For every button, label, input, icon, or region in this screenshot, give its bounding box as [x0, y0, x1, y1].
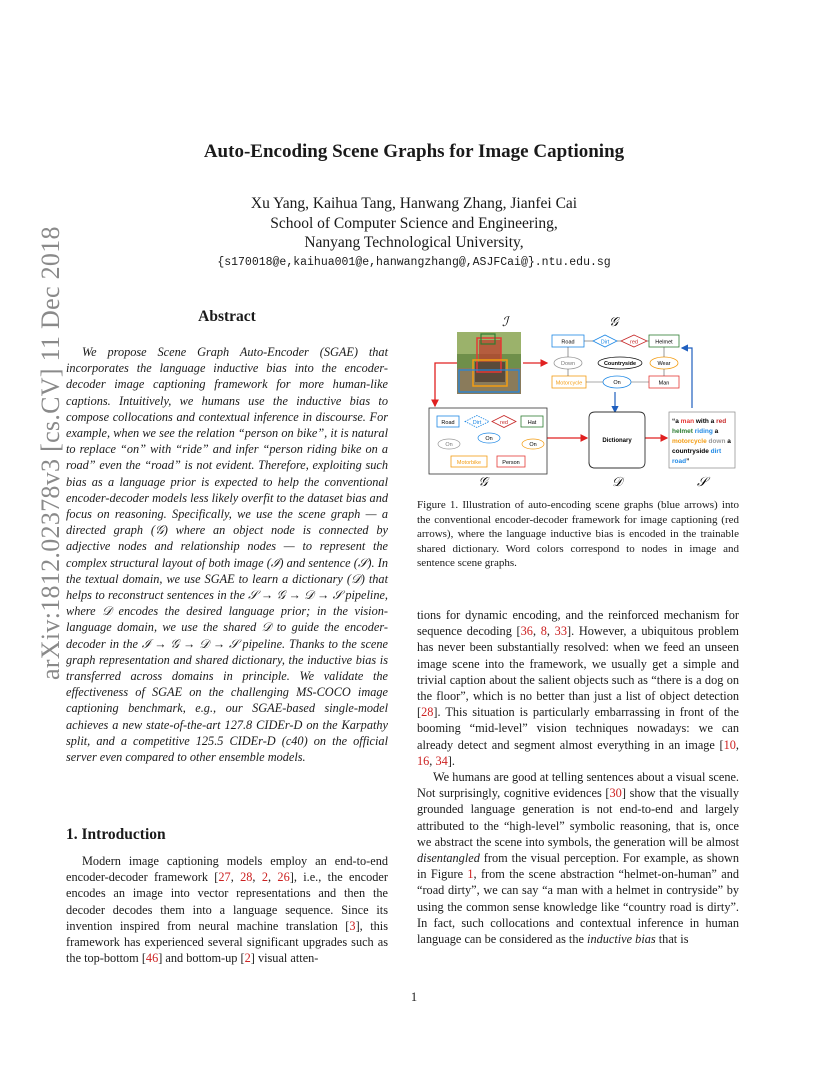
node-dirt: Dirt	[600, 339, 610, 346]
text-run: , from the scene abstraction “helmet-on-human” and “road dirty”, we can say “a man with a helmet in contryside” by using the common sense knowledge like “country road is dirty”. In fact, such collocations and contextual inference in human language can be considered as the	[417, 867, 739, 947]
label-graph-top-symbol: 𝒢	[609, 315, 619, 330]
figure-1	[417, 308, 739, 488]
svg-text:“a man with a red	[672, 418, 726, 425]
top-scene-graph	[552, 335, 679, 388]
node-red: red	[500, 420, 508, 426]
citation-link[interactable]: 10	[723, 737, 736, 752]
citation-link[interactable]: 2	[244, 951, 251, 966]
word: “a	[672, 418, 681, 425]
affiliation-school: School of Computer Science and Engineering,	[270, 214, 558, 232]
text-run: We humans are good at telling sentences about a visual scene. Not surprisingly, cognitive evidences [	[417, 770, 739, 801]
word: a	[712, 428, 719, 435]
abstract-body	[66, 344, 388, 765]
text-run: ], this framework has experienced several significant upgrades such as the top-bottom [	[66, 918, 389, 966]
word-riding: riding	[692, 428, 713, 435]
word-down: down	[706, 438, 726, 445]
paragraph: tions for dynamic encoding, and the reinforced mechanism for sequence decoding [36, 8, 33]. However, a ubiquitous problem has never been substantially resolved: when we feed an unseen image scene into the framework, we usually get a simple and trivial caption about the salient objects such as “there is a dog on the floor”, which is no better than just a list of object detection [28]. This situation is particularly embarrassing in front of the booming “mid-level” vision techniques nowadays: we can already detect and segment almost everything in an image [10, 16, 34].	[417, 608, 739, 768]
node-down: Down	[560, 361, 576, 367]
text-run: ], i.e., the encoder encodes an image into vector representations and then the decoder decodes them into a language sequence. Since its invention inspired from neural machine translation [	[66, 870, 388, 933]
node-dirt: Dirt	[472, 420, 482, 426]
node-on: On	[529, 442, 537, 448]
text-run: Modern image captioning models employ an end-to-end encoder-decoder framework [	[66, 854, 388, 885]
text-run: ]. This situation is particularly embarrassing in front of the booming “mid-level” vision techniques nowadays: we can already detect and segment almost everything in an image [	[417, 705, 739, 752]
author-emails: {s170018@e,kaihua001@e,hanwangzhang@,ASJFCai@}.ntu.edu.sg	[217, 256, 611, 269]
citation-link[interactable]: 33	[554, 624, 567, 639]
right-column-text	[417, 607, 739, 947]
word: ”	[686, 458, 690, 465]
dictionary-icon	[589, 412, 645, 468]
citation-link[interactable]: 34	[435, 753, 448, 768]
svg-text:road”	[672, 458, 689, 465]
citation-link[interactable]: 27	[218, 870, 231, 885]
dictionary-label: Dictionary	[602, 438, 632, 444]
word-red: red	[716, 418, 727, 425]
figure-caption: Figure 1. Illustration of auto-encoding scene graphs (blue arrows) into the conventional encoder-decoder framework for image captioning (red arrows), where the language inductive bias is encoded in the trainable shared dictionary. Word colors correspond to nodes in image and sentence scene graphs.	[417, 499, 739, 570]
intro-paragraph: Modern image captioning models employ an end-to-end encoder-decoder framework [27, 28, 2, 26], i.e., the encoder encodes an image into vector representations and then the decoder decodes them into a language sequence. Since its invention inspired from neural machine translation [3], this framework has experienced several significant upgrades such as the top-bottom [46] and bottom-up [2] visual atten-	[66, 854, 389, 966]
text-run: ] and bottom-up [	[158, 951, 245, 966]
word-road: road	[672, 458, 687, 465]
node-red: red	[630, 339, 638, 346]
text-run: from the visual perception. For example, as shown in Figure	[417, 851, 739, 882]
svg-text:motorcycle down a	[672, 438, 731, 445]
citation-link[interactable]: 16	[417, 753, 430, 768]
author-block	[0, 194, 828, 253]
label-dictionary-symbol: 𝒟	[611, 475, 623, 488]
citation-link[interactable]: 28	[240, 870, 253, 885]
citation-link[interactable]: 46	[145, 951, 159, 966]
node-road: Road	[561, 339, 575, 346]
figure-reference-link[interactable]: 1	[467, 867, 474, 882]
word-man: man	[680, 418, 695, 425]
word: with a	[694, 418, 717, 425]
node-on: On	[445, 442, 453, 448]
node-on: On	[485, 436, 493, 442]
node-motorbike: Motorbike	[456, 460, 482, 466]
page-number: 1	[410, 990, 418, 1004]
figure-1-diagram	[417, 308, 739, 488]
citation-link[interactable]: 28	[421, 705, 434, 720]
affiliation-university: Nanyang Technological University,	[304, 234, 524, 251]
text-run: ].	[447, 753, 455, 768]
text-run: tions for dynamic encoding, and the reinforced mechanism for sequence decoding [	[417, 608, 739, 639]
svg-text:countryside dirt	[672, 448, 722, 455]
text-run: that is	[655, 932, 689, 947]
label-sentence-symbol: 𝒮	[696, 475, 708, 488]
citation-link[interactable]: 36	[520, 624, 533, 639]
node-road: Road	[441, 420, 455, 426]
text-run: ]. However, a ubiquitous problem has never been substantially resolved: when we feed an unseen image scene into the framework, we usually get a simple and trivial caption about the salient objects such as “there is a dog on the floor”, which is no better than just a list of object detection [	[417, 624, 739, 720]
arxiv-stamp: arXiv:1812.02378v3 [cs.CV] 11 Dec 2018	[36, 226, 65, 680]
node-on: On	[613, 380, 621, 386]
node-motorcycle: Motorcycle	[555, 380, 583, 387]
paragraph	[417, 769, 739, 947]
word-motorcycle: motorcycle	[672, 438, 707, 445]
node-helmet: Helmet	[655, 339, 673, 346]
scene-photo	[457, 332, 521, 394]
word-helmet: helmet	[672, 428, 693, 435]
text-run: ] visual atten-	[250, 951, 319, 966]
node-wear: Wear	[657, 361, 671, 367]
author-list: Xu Yang, Kaihua Tang, Hanwang Zhang, Jianfei Cai	[250, 195, 578, 212]
abstract-heading: Abstract	[198, 308, 256, 325]
citation-link[interactable]: 30	[609, 786, 622, 801]
paper-title: Auto-Encoding Scene Graphs for Image Captioning	[203, 141, 625, 162]
citation-link[interactable]: 2	[261, 870, 268, 885]
node-man: Man	[658, 380, 670, 387]
word-countryside: countryside	[672, 448, 709, 455]
node-hat: Hat	[527, 420, 537, 426]
word-dirt: dirt	[708, 448, 722, 455]
svg-text:helmet riding a	[672, 428, 719, 435]
emphasis: disentangled	[417, 851, 480, 866]
sentence-box	[669, 412, 735, 468]
citation-link[interactable]: 8	[540, 624, 547, 639]
citation-link[interactable]: 3	[349, 918, 356, 933]
word: a	[725, 438, 731, 445]
citation-link[interactable]: 26	[277, 870, 290, 885]
section-heading-introduction: 1. Introduction	[66, 826, 166, 843]
left-scene-graph	[429, 408, 547, 474]
text-run: ] show that the visually grounded language generation is not end-to-end and largely attributed to the “high-level” symbolic reasoning, that is, once we abstract the scene into symbols, the generation will be almost	[417, 786, 739, 849]
label-graph-bottom-symbol: 𝒢	[478, 475, 488, 488]
node-countryside: Countryside	[603, 361, 637, 367]
emphasis: inductive bias	[587, 932, 656, 947]
node-person: Person	[502, 460, 520, 466]
label-image-symbol: ℐ	[502, 315, 509, 330]
abstract-text: We propose Scene Graph Auto-Encoder (SGAE) that incorporates the language inductive bias into the encoder-decoder image captioning framework for more human-like captions. Intuitively, we humans use the inductive bias to compose collocations and contextual inference in discourse. For example, when we see the relation “person on bike”, it is natural to replace “on” with “ride” and infer “person riding bike on a road” even the “road” is not evident. Therefore, exploiting such bias as a language prior is expected to help the conventional encoder-decoder models less likely overfit to the dataset bias and focus on reasoning. Specifically, we use the scene graph — a directed graph (𝒢) where an object node is connected by adjective nodes and relationship nodes — to represent the complex structural layout of both image (ℐ) and sentence (𝒮). In the textual domain, we use SGAE to learn a dictionary (𝒟) that helps to reconstruct sentences in the 𝒮 → 𝒢 → 𝒟 → 𝒮 pipeline, where 𝒟 encodes the desired language prior; in the vision-language domain, we use the shared 𝒟 to guide the encoder-decoder in the ℐ → 𝒢 → 𝒟 → 𝒮 pipeline. Thanks to the scene graph representation and shared dictionary, the inductive bias is transferred across domains in principle. We validate the effectiveness of SGAE on the challenging MS-COCO image captioning benchmark, e.g., our SGAE-based single-model achieves a new state-of-the-art 127.8 CIDEr-D on the Karpathy split, and a competitive 125.5 CIDEr-D (c40) on the official server even compared to other ensemble models.	[66, 345, 388, 765]
